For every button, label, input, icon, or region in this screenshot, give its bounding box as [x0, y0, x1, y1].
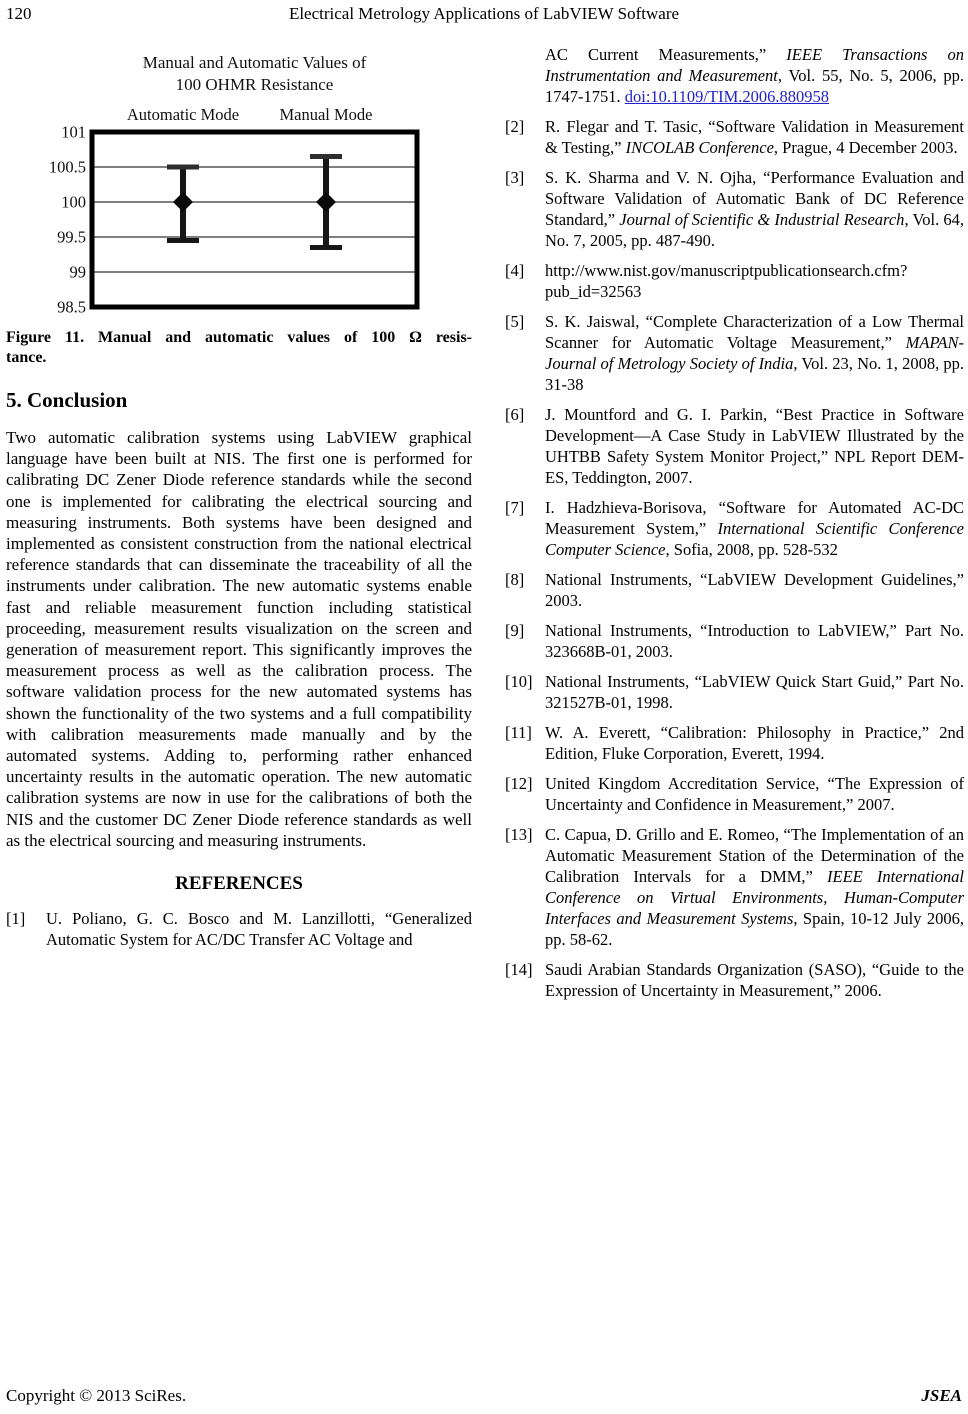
- reference-item: [505, 959, 964, 1001]
- page-footer: [6, 1386, 962, 1408]
- reference-item: [505, 824, 964, 950]
- conclusion-heading: 5. Conclusion: [6, 388, 128, 412]
- reference-text: [545, 497, 964, 560]
- plot-border: [92, 132, 417, 307]
- reference-text-span: National Instruments, “LabVIEW Quick Start Guid,” Part No. 321527B-01, 1998.: [545, 672, 964, 712]
- reference-venue: IEEE Transactions on Instrumentation and Measurement: [545, 45, 964, 85]
- left-column: [6, 46, 472, 959]
- reference-number: [4]: [505, 261, 525, 280]
- reference-text-span: S. K. Jaiswal, “Complete Characterization of a Low Thermal Scanner for Automatic Voltage Measurement,”: [545, 312, 964, 352]
- series-label: Automatic Mode: [126, 105, 240, 124]
- y-tick-label: 101: [61, 122, 86, 142]
- reference-number: [1]: [6, 909, 26, 929]
- reference-item: [505, 497, 964, 560]
- y-tick-label: 100: [61, 192, 86, 212]
- resistance-error-bar-chart: [32, 46, 452, 316]
- reference-number: [2]: [505, 117, 525, 136]
- reference-item: [505, 311, 964, 395]
- reference-item: [505, 44, 964, 107]
- journal-abbreviation: JSEA: [921, 1386, 962, 1405]
- reference-text-span: , Vol. 23, No. 1, 2008, pp. 31-38: [545, 354, 964, 394]
- reference-text-span: Saudi Arabian Standards Organization (SASO), “Guide to the Expression of Uncertainty in Measurement,” 2006.: [545, 960, 964, 1000]
- reference-venue: MAPAN-Journal of Metrology Society of India: [545, 333, 964, 373]
- diamond-marker: [316, 192, 336, 212]
- running-title: Electrical Metrology Applications of LabVIEW Software: [288, 4, 680, 23]
- reference-number: [6]: [505, 405, 525, 424]
- reference-number: [3]: [505, 168, 525, 187]
- reference-text-span: , Vol. 55, No. 5, 2006, pp. 1747-1751.: [545, 66, 965, 106]
- reference-text-span: W. A. Everett, “Calibration: Philosophy in Practice,” 2nd Edition, Fluke Corporation, Everett, 1994.: [545, 723, 964, 763]
- reference-text: [545, 167, 964, 251]
- reference-number: [14]: [505, 960, 533, 979]
- figure-11: [6, 46, 472, 368]
- reference-text: [545, 671, 964, 713]
- reference-text: [545, 620, 964, 662]
- reference-text-span: S. K. Sharma and V. N. Ojha, “Performance Evaluation and Software Validation of Automatic Bank of DC Reference Standard,”: [545, 168, 964, 229]
- reference-text-span: U. Poliano, G. C. Bosco and M. Lanzillotti, “Generalized Automatic System for AC/DC Transfer AC Voltage and: [46, 909, 472, 950]
- references-list-left: [6, 908, 472, 950]
- reference-item: [505, 773, 964, 815]
- figure-caption-line: tance.: [6, 349, 47, 366]
- page-number: 120: [6, 4, 32, 23]
- reference-text: [545, 116, 964, 158]
- reference-text: [545, 959, 964, 1001]
- reference-text: [545, 260, 964, 302]
- reference-text-span: C. Capua, D. Grillo and E. Romeo, “The Implementation of an Automatic Measurement Station of the Determination of the Calibration Intervals for a DMM,”: [545, 825, 964, 886]
- diamond-marker: [173, 192, 193, 212]
- reference-number: [13]: [505, 825, 533, 844]
- y-tick-label: 99.5: [57, 227, 86, 247]
- chart-title-line: 100 OHMR Resistance: [175, 75, 334, 94]
- reference-text-span: http://www.nist.gov/manuscriptpublicationsearch.cfm?pub_id=32563: [545, 261, 908, 301]
- conclusion-paragraph: Two automatic calibration systems using LabVIEW graphical language have been built at NIS. The first one is performed for calibrating DC Zener Diode reference standards while the second one is implemented for calibrating the electrical sourcing and measuring instruments. Both systems have been designed and implemented as consistent construction from the national electrical reference standards that can disseminate the traceability of all the instruments under calibration. The new automatic systems enable fast and reliable measurement function including statistical proceeding, measurement results visualization on the screen and generation of measurement report. This significantly improves the measurement process as well as the calibration process. The software validation process for the new automated systems has shown the functionality of the two systems and a full compatibility with calibration measurements made manually and by the automated systems. Adding to, performing rather enhanced uncertainty results in the automatic operation. The new automatic calibration systems are now in use for the calibrations of both the NIS and the customer DC Zener Diode reference standards as well as the electrical sourcing and measuring instruments.: [6, 428, 472, 850]
- reference-item: [505, 671, 964, 713]
- references-list-right: [505, 44, 964, 1001]
- reference-item: [505, 404, 964, 488]
- reference-text: [545, 773, 964, 815]
- reference-text-span: , Spain, 10-12 July 2006, pp. 58-62.: [545, 909, 964, 949]
- reference-text: [46, 908, 472, 950]
- doi-link[interactable]: doi:10.1109/TIM.2006.880958: [624, 87, 830, 106]
- series-label: Manual Mode: [279, 105, 373, 124]
- reference-number: [11]: [505, 723, 532, 742]
- reference-text: [545, 722, 964, 764]
- reference-item: [505, 116, 964, 158]
- reference-number: [505, 44, 545, 107]
- reference-text-span: National Instruments, “LabVIEW Development Guidelines,” 2003.: [545, 570, 964, 610]
- reference-text-span: United Kingdom Accreditation Service, “The Expression of Uncertainty and Confidence in Measurement,” 2007.: [545, 774, 964, 814]
- reference-number: [7]: [505, 498, 525, 517]
- chart-title-line: Manual and Automatic Values of: [142, 53, 367, 72]
- reference-number: [9]: [505, 621, 525, 640]
- reference-text-span: J. Mountford and G. I. Parkin, “Best Practice in Software Development—A Case Study in LabVIEW Illustrated by the UHTBB Safety System Monitor Project,” NPL Report DEM-ES, Teddington, 2007.: [545, 405, 964, 487]
- copyright-notice: Copyright © 2013 SciRes.: [6, 1386, 187, 1405]
- reference-venue: INCOLAB Conference: [625, 138, 774, 157]
- y-tick-label: 100.5: [48, 157, 86, 177]
- reference-number: [5]: [505, 312, 525, 331]
- reference-item: [505, 167, 964, 251]
- figure-caption-line: Figure 11. Manual and automatic values of 100 Ω resis-: [6, 329, 472, 346]
- reference-text: [545, 311, 964, 395]
- reference-text: [545, 569, 964, 611]
- reference-text-span: , Vol. 64, No. 7, 2005, pp. 487-490.: [545, 210, 964, 250]
- page-header: [0, 4, 968, 28]
- figure-caption: [6, 328, 472, 368]
- reference-venue: International Scientific Conference Computer Science: [545, 519, 964, 559]
- reference-item: [505, 620, 964, 662]
- reference-text-span: National Instruments, “Introduction to LabVIEW,” Part No. 323668B-01, 2003.: [545, 621, 964, 661]
- right-column: [505, 44, 964, 1010]
- reference-text-span: AC Current Measurements,”: [545, 45, 787, 64]
- reference-item: [505, 569, 964, 611]
- reference-text: [545, 404, 964, 488]
- references-heading: REFERENCES: [175, 873, 303, 895]
- y-tick-label: 99: [69, 262, 86, 282]
- reference-venue: IEEE International Conference on Virtual Environments, Human-Computer Interfaces and Measurement Systems: [545, 867, 964, 928]
- reference-text-span: , Sofia, 2008, pp. 528-532: [665, 540, 838, 559]
- reference-text-span: , Prague, 4 December 2003.: [773, 138, 958, 157]
- y-tick-label: 98.5: [57, 297, 86, 316]
- reference-number: [10]: [505, 672, 533, 691]
- reference-text: [545, 824, 964, 950]
- reference-text-span: R. Flegar and T. Tasic, “Software Validation in Measurement & Testing,”: [545, 117, 964, 157]
- reference-venue: Journal of Scientific & Industrial Research: [619, 210, 905, 229]
- reference-number: [8]: [505, 570, 525, 589]
- reference-item: [6, 908, 472, 950]
- reference-item: [505, 260, 964, 302]
- reference-text-span: I. Hadzhieva-Borisova, “Software for Automated AC-DC Measurement System,”: [545, 498, 964, 538]
- reference-number: [12]: [505, 774, 533, 793]
- reference-text: [545, 44, 964, 107]
- reference-item: [505, 722, 964, 764]
